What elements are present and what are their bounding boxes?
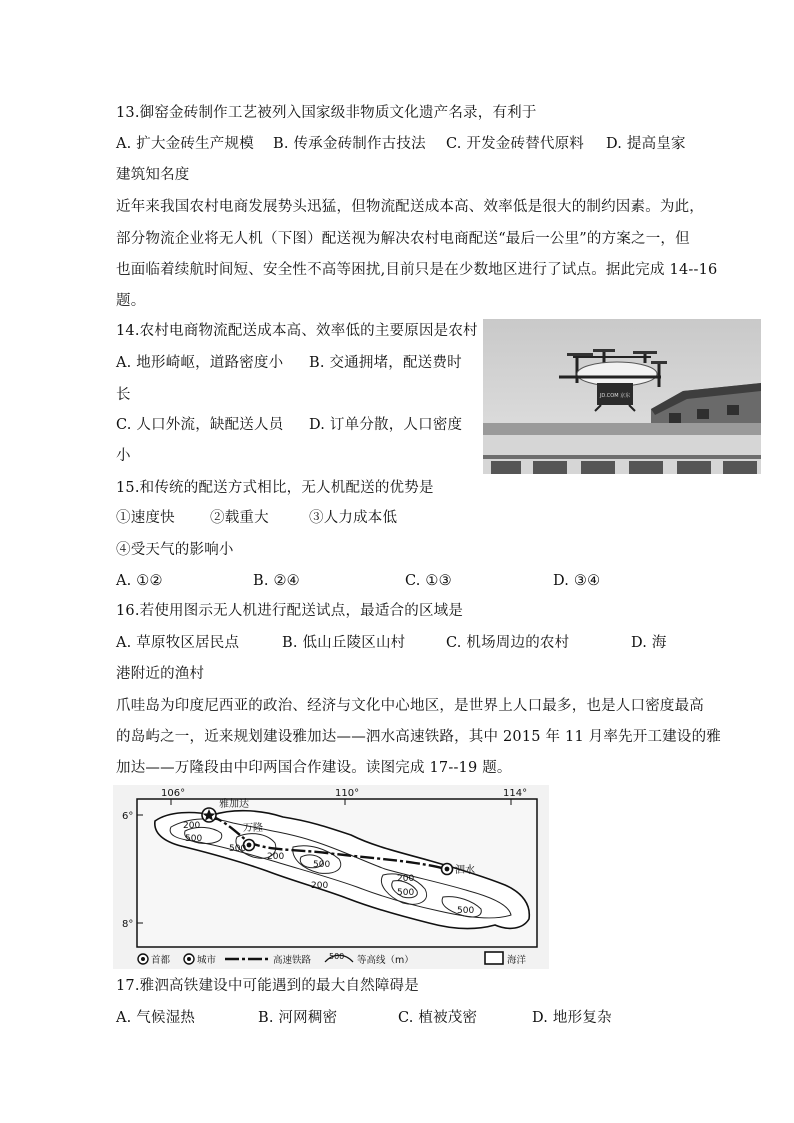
q13-option-b: B. 传承金砖制作古技法 [273,136,426,152]
q15-item-4: ④受天气的影响小 [116,542,234,558]
q16-option-d-cont: 港附近的渔村 [116,666,205,682]
drone-label: JD.COM 京东 [599,393,631,399]
passage1-line4: 题。 [116,293,146,309]
legend-contour-sample: 500 [329,952,345,961]
contour-label: 200 [311,881,329,891]
q15-item-2: ②载重大 [210,510,269,526]
q13-option-d-cont: 建筑知名度 [116,167,190,183]
q17-option-d: D. 地形复杂 [532,1010,612,1026]
passage1-line1: 近年来我国农村电商发展势头迅猛，但物流配送成本高、效率低是很大的制约因素。为此， [116,199,704,215]
q14-option-b-cont: 长 [116,387,131,403]
city-label-surabaya: 泗水 [455,865,475,876]
contour-label: 200 [183,821,201,831]
q15-item-1: ①速度快 [116,510,175,526]
q15-option-a: A. ①② [116,573,163,589]
q16-option-b: B. 低山丘陵区山村 [282,635,406,651]
q13-option-d: D. 提高皇家 [606,136,686,152]
q14-option-a: A. 地形崎岖，道路密度小 [116,355,284,371]
q15-stem: 15.和传统的配送方式相比，无人机配送的优势是 [116,480,434,496]
contour-label: 200 [267,852,285,862]
contour-label: 500 [397,888,415,898]
q17-option-c: C. 植被茂密 [398,1010,478,1026]
city-icon-surabaya [442,864,453,875]
legend-capital-icon [138,954,148,964]
contour-label: 500 [229,844,247,854]
passage2-line1: 爪哇岛为印度尼西亚的政治、经济与文化中心地区，是世界上人口最多，也是人口密度最高 [116,698,704,714]
q16-option-c: C. 机场周边的农村 [446,635,570,651]
lon-label-110: 110° [335,788,360,799]
q13-stem: 13.御窑金砖制作工艺被列入国家级非物质文化遗产名录，有利于 [116,105,537,121]
q15-option-d: D. ③④ [553,573,601,589]
q13-option-a: A. 扩大金砖生产规模 [116,136,254,152]
q14-option-c: C. 人口外流，缺配送人员 [116,417,284,433]
q13-option-c: C. 开发金砖替代原料 [446,136,584,152]
legend-city-icon [184,954,194,964]
legend-sea: 海洋 [507,955,527,966]
q14-stem: 14.农村电商物流配送成本高、效率低的主要原因是农村 [116,323,478,339]
q17-option-b: B. 河网稠密 [258,1010,338,1026]
lat-label-8: 8° [122,919,134,930]
q14-option-b: B. 交通拥堵，配送费时 [309,355,462,371]
lon-label-114: 114° [503,788,528,799]
contour-label: 200 [397,874,415,884]
passage1-line3: 也面临着续航时间短、安全性不高等困扰,目前只是在少数地区进行了试点。据此完成 14--16 [116,262,718,278]
legend-city: 城市 [197,955,217,966]
q17-option-a: A. 气候湿热 [116,1010,196,1026]
legend-contour: 等高线（m） [357,955,414,966]
legend-capital: 首都 [151,955,171,966]
q14-option-d: D. 订单分散，人口密度 [309,417,463,433]
passage2-line2: 的岛屿之一，近来规划建设雅加达——泗水高速铁路，其中 2015 年 11 月率先开工建设的雅 [116,729,721,745]
legend-railway: 高速铁路 [273,955,312,966]
contour-label: 500 [185,834,203,844]
q17-stem: 17.雅泗高铁建设中可能遇到的最大自然障碍是 [116,978,419,994]
city-label-bandung: 万隆 [243,823,263,834]
capital-icon [202,808,216,822]
q16-stem: 16.若使用图示无人机进行配送试点，最适合的区域是 [116,603,464,619]
lat-label-6: 6° [122,811,134,822]
q15-option-c: C. ①③ [405,573,452,589]
lon-label-106: 106° [161,788,186,799]
passage2-line3: 加达——万隆段由中印两国合作建设。读图完成 17--19 题。 [116,760,512,776]
city-label-jakarta: 雅加达 [219,799,249,810]
q15-item-3: ③人力成本低 [309,510,398,526]
q16-option-d: D. 海 [631,635,667,651]
drone-photo [483,319,761,474]
java-map [113,785,549,969]
q15-option-b: B. ②④ [253,573,300,589]
q16-option-a: A. 草原牧区居民点 [116,635,240,651]
q14-option-d-cont: 小 [116,448,131,464]
passage1-line2: 部分物流企业将无人机（下图）配送视为解决农村电商配送“最后一公里”的方案之一，但 [116,231,690,247]
contour-label: 500 [313,860,331,870]
contour-label: 500 [457,906,475,916]
legend-sea-symbol [485,952,503,964]
